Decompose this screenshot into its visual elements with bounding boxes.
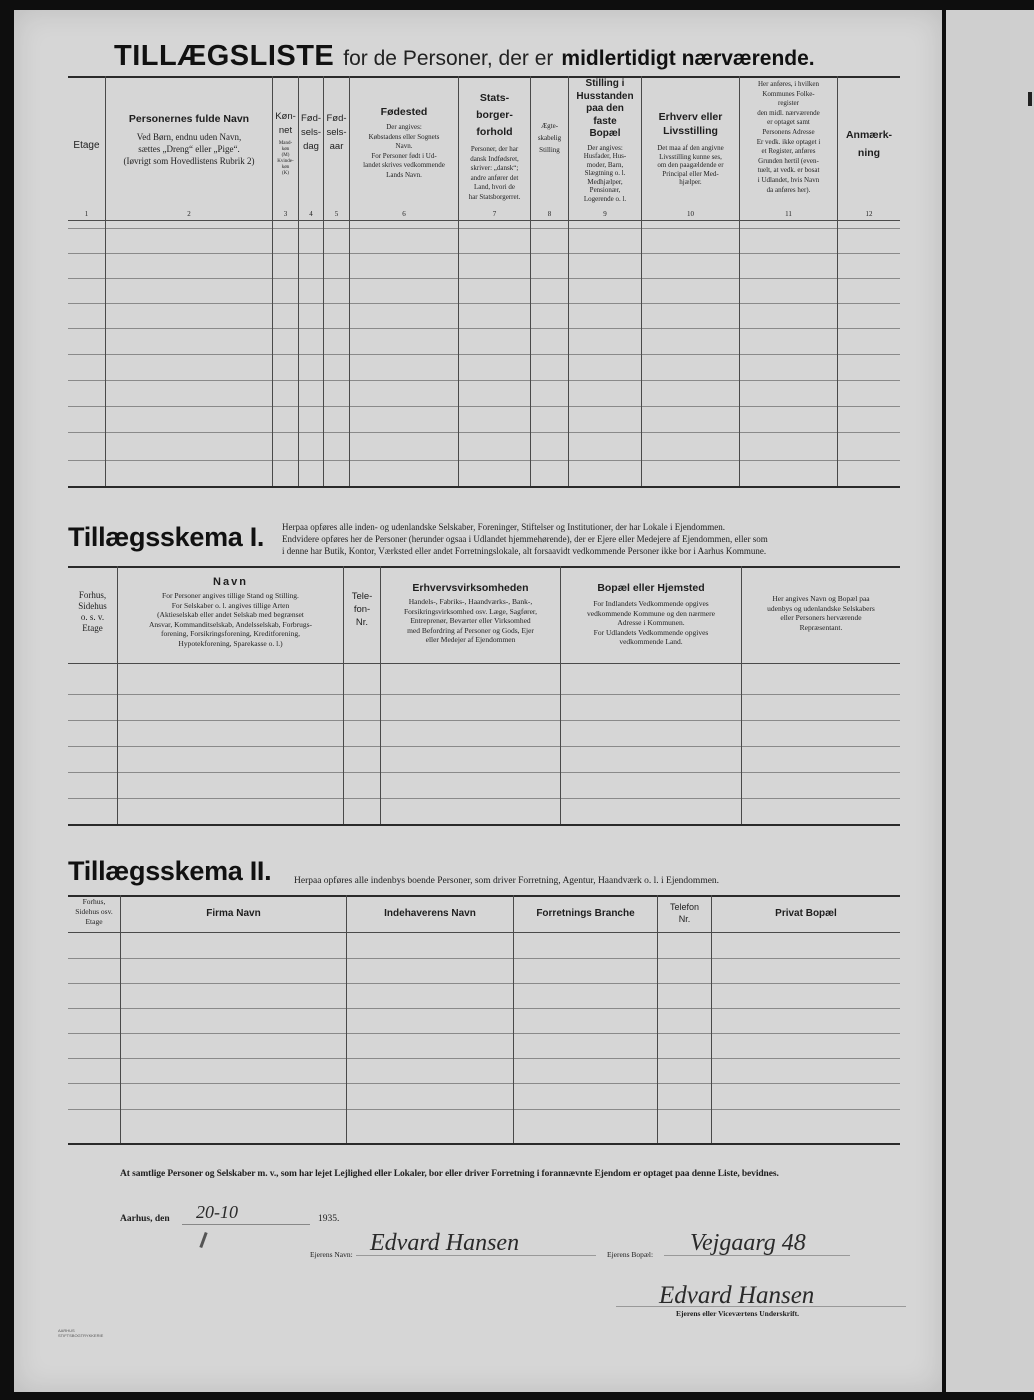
s2-col-phone-head: Telefon Nr.: [669, 902, 700, 924]
col-citizenship: [459, 80, 530, 220]
col-number: 8: [547, 210, 552, 218]
col-number: 7: [492, 210, 497, 218]
s2-col-floor: [68, 896, 120, 932]
pencil-mark: [199, 1232, 207, 1248]
col-marital: [531, 80, 568, 220]
owner-address-handwritten: Vejgaarg 48: [690, 1230, 806, 1256]
s2-col-phone: [658, 896, 711, 932]
col-birthplace-sub: Der angives: Købstadens eller Sognets Navn. For Personer født i Ud- landet skrives vedkommende Lands Navn.: [363, 123, 445, 179]
col-name-sub: Ved Børn, endnu uden Navn, sættes „Dreng“ eller „Pige“. (Iøvrigt som Hovedlistens Rubrik 2): [123, 132, 255, 166]
s1-col-residence: [561, 568, 741, 663]
owner-address-label: Ejerens Bopæl:: [607, 1250, 654, 1259]
col-birthplace-head: Fødested: [380, 106, 428, 118]
schema1-intro-3: i denne har Butik, Kontor, Værksted eller andet Forretningslokale, alt forsaavidt vedkommende Personer ikke bor i Aarhus Kommune.: [282, 546, 767, 556]
col-birthyear: [324, 80, 349, 220]
col-gender-head: Køn- net: [275, 111, 296, 136]
col-number: 5: [334, 210, 339, 218]
col-number: 12: [865, 210, 873, 218]
title-main: TILLÆGSLISTE: [114, 40, 335, 72]
col-number: 1: [84, 210, 89, 218]
col-number: 6: [402, 210, 406, 218]
page-title: [114, 40, 914, 74]
s2-col-private-head: Privat Bopæl: [775, 908, 837, 919]
declaration: At samtlige Personer og Selskaber m. v., som har lejet Lejlighed eller Lokaler, bor eller driver Forretning i forannævnte Ejendom er optaget paa denne Liste, bevidnes.: [120, 1169, 779, 1179]
s1-col-representative-sub: Her angives Navn og Bopæl paa udenbys og udenlandske Selskabers eller Personers herværende Repræsentant.: [767, 594, 875, 632]
col-gender-sub: Mand- køn (M) Kvinde- køn (K): [277, 141, 294, 176]
col-gender: [273, 80, 298, 220]
col-occupation-head: Erhverv eller Livsstilling: [658, 111, 723, 137]
s2-col-private: [712, 896, 900, 932]
s1-col-business-sub: Handels-, Fabriks-, Haandværks-, Bank-, Forsikringsvirksomhed osv. Læge, Sagfører, Entreprenør, Beværter eller Virksomhed med Befordring af Personer og Gods, Ejer eller Medejer af Ejendommen: [404, 597, 537, 644]
s1-col-business-head: Erhvervsvirksomheden: [412, 582, 529, 594]
s1-col-name-sub: For Personer angives tillige Stand og Stilling. For Selskaber o. l. angives tillige Arten (Aktieselskab eller andet Selskab med begrænset Ansvar, Kommanditselskab, Andelsselskab, Forbrugs- forening, Forsikringsforening, Kreditforening, Hypotekforening, Sparekasse o. l.): [148, 591, 312, 648]
col-birthplace: [350, 80, 458, 220]
col-birthday: [299, 80, 323, 220]
s2-col-owner: [347, 896, 513, 932]
col-register: [740, 80, 837, 220]
col-citizenship-head: Stats- borger- forhold: [476, 92, 513, 138]
s2-col-branch: [514, 896, 657, 932]
col-number: 10: [687, 210, 694, 218]
adjacent-page-mark: [1028, 92, 1032, 106]
year: 1935.: [318, 1214, 340, 1224]
title-rest-a: for de Personer, der er: [343, 47, 554, 70]
s1-col-phone-head: Tele- fon- Nr.: [351, 591, 373, 628]
printer-mark: AARHUS STIFTSBOGTRYKKERIE: [58, 1328, 104, 1338]
s2-col-branch-head: Forretnings Branche: [536, 908, 635, 919]
schema1-intro-1: Herpaa opføres alle inden- og udenlandske Selskaber, Foreninger, Stiftelser og Institutioner, der har Lokale i Ejendommen.: [282, 522, 726, 532]
schema2-intro: Herpaa opføres alle indenbys boende Personer, som driver Forretning, Agentur, Haandværk o. l. i Ejendommen.: [294, 876, 720, 886]
s1-col-name-head: Navn: [213, 576, 248, 588]
col-number: 3: [283, 210, 288, 218]
col-number: 9: [603, 210, 607, 218]
col-remarks: [838, 80, 900, 220]
signature-handwritten: Edvard Hansen: [659, 1282, 815, 1309]
s2-col-floor-head: Forhus, Sidehus osv. Etage: [75, 897, 113, 926]
signature-label: Ejerens eller Viceværtens Underskrift.: [676, 1309, 800, 1318]
schema2-title: Tillægsskema II.: [68, 856, 272, 886]
col-occupation: [642, 80, 739, 220]
col-name-head: Personernes fulde Navn: [128, 113, 250, 125]
col-register-sub: Her anføres, i hvilken Kommunes Folke- register den midl. nærværende er optaget samt Personens Adresse Er vedk. ikke optaget i et Register, anføres Grunden hertil (even- tuelt, at vedk. er bosat i Udlandet, hvis Navn da anføres her).: [756, 80, 821, 194]
owner-name-label: Ejerens Navn:: [310, 1250, 353, 1259]
adjacent-page-edge: [946, 10, 1034, 1392]
col-name: [106, 80, 272, 220]
col-citizenship-sub: Personer, der har dansk Indfødsret, skriver: „dansk“; andre anfører det Land, hvori de har Statsborgerret.: [468, 145, 521, 201]
col-birthyear-head: Fød- sels- aar: [326, 113, 347, 152]
col-household: [569, 80, 641, 220]
col-etage: [68, 80, 105, 220]
col-household-head: Stilling i Husstanden paa den faste Bopæl: [576, 78, 634, 139]
form-page: [14, 10, 942, 1392]
s1-col-residence-head: Bopæl eller Hjemsted: [597, 582, 705, 594]
s1-col-floor: [68, 568, 117, 663]
s1-col-phone: [344, 568, 380, 663]
date-handwritten: 20-10: [196, 1202, 238, 1222]
col-number: 11: [785, 210, 792, 218]
col-occupation-sub: Det maa af den angivne Livsstilling kunne ses, om den paagældende er Principal eller Med- hjælper.: [657, 144, 724, 186]
s1-col-business: [381, 568, 560, 663]
s2-col-owner-head: Indehaverens Navn: [384, 908, 476, 919]
s1-col-name: [118, 568, 343, 663]
col-household-sub: Der angives: Husfader, Hus- moder, Barn, Slægtning o. l. Medhjælper, Pensionær, Logerende o. l.: [583, 143, 627, 203]
title-rest-b: midlertidigt nærværende.: [561, 47, 815, 70]
col-number: 2: [187, 210, 191, 218]
s2-col-firm: [121, 896, 346, 932]
col-remarks-head: Anmærk- ning: [845, 129, 893, 159]
col-marital-sub: Ægte- skabelig Stilling: [537, 122, 562, 154]
owner-name-handwritten: Edvard Hansen: [370, 1230, 520, 1256]
s1-col-residence-sub: For Indlandets Vedkommende opgives vedkommende Kommune og den nærmere Adresse i Kommunen. For Udlandets Vedkommende opgives vedkommende Land.: [587, 599, 715, 646]
schema1-title: Tillægsskema I.: [68, 522, 265, 552]
place-date-label: Aarhus, den: [120, 1214, 170, 1224]
col-birthday-head: Fød- sels- dag: [300, 113, 322, 152]
s2-col-firm-head: Firma Navn: [206, 908, 261, 919]
col-etage-head: Etage: [73, 140, 100, 151]
schema1-intro-2: Endvidere opføres her de Personer (herunder ogsaa i Udlandet hjemmehørende), der er Ejere eller Medejere af Ejendommen, eller som: [282, 534, 768, 544]
s1-col-floor-head: Forhus, Sidehus o. s. v. Etage: [78, 590, 107, 633]
col-number: 4: [309, 210, 313, 218]
s1-col-representative: [742, 568, 900, 663]
